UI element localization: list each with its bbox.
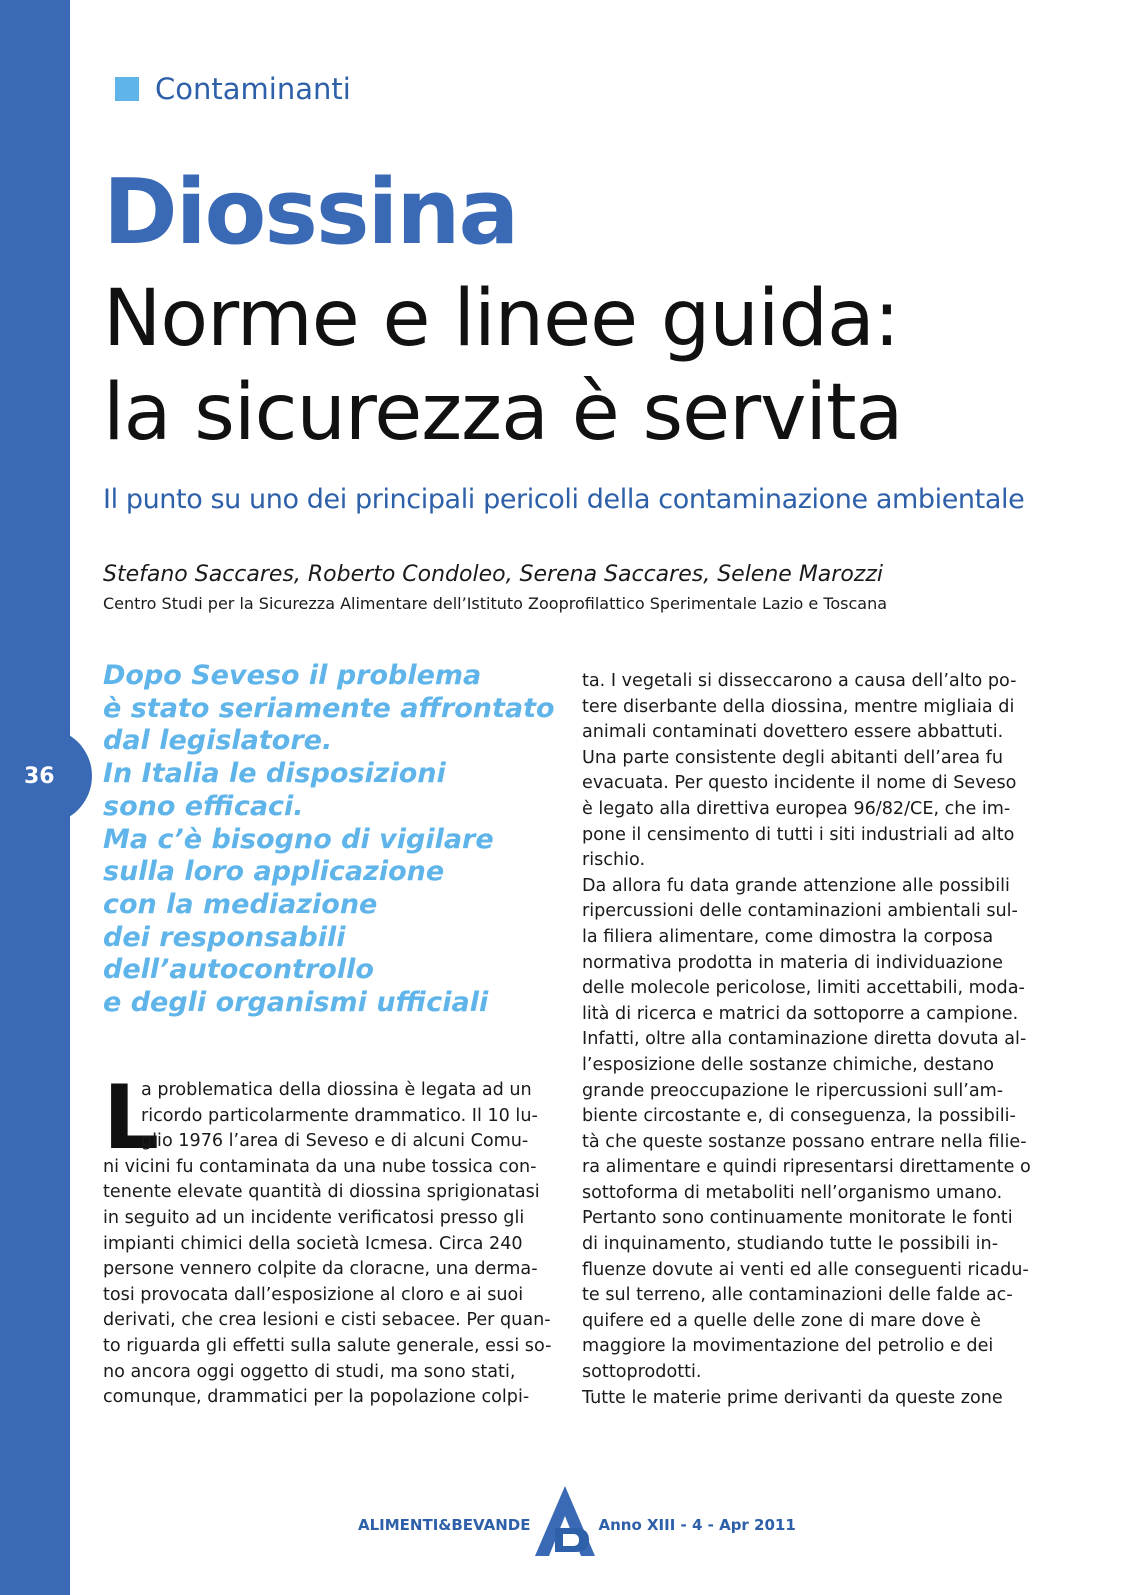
ab-logo-icon [535, 1486, 595, 1556]
body-text-line: grande preoccupazione le ripercussioni sull’am- [582, 1080, 1004, 1101]
pull-quote-line: sulla loro applicazione [103, 856, 445, 888]
body-text-line: rischio. [582, 850, 646, 871]
body-text-line: tosi provocata dall’esposizione al cloro e ai suoi [103, 1284, 524, 1305]
body-text-line: delle molecole pericolose, limiti accettabili, moda- [582, 978, 1025, 999]
section-square-icon [115, 77, 139, 101]
body-text-line: l’esposizione delle sostanze chimiche, destano [582, 1054, 995, 1075]
body-text-line: Pertanto sono continuamente monitorate le fonti [582, 1208, 1013, 1229]
body-text-line: te sul terreno, alle contaminazioni delle falde ac- [582, 1285, 1013, 1306]
subtitle-line: Norme e linee guida: [103, 274, 900, 364]
page-number: 36 [24, 763, 55, 789]
pull-quote-line: dell’autocontrollo [103, 954, 374, 986]
section-tag [115, 72, 351, 106]
body-text-line: a problematica della diossina è legata ad un [141, 1080, 532, 1100]
body-text-line: sottoprodotti. [582, 1362, 702, 1383]
body-text-line: persone vennero colpite da cloracne, una derma- [103, 1259, 538, 1280]
page-number-badge [0, 728, 92, 824]
pull-quote-line: dal legislatore. [103, 725, 333, 757]
pull-quote-line: e degli organismi ufficiali [103, 987, 489, 1019]
body-text-line: Una parte consistente degli abitanti dell’area fu [582, 747, 1004, 768]
article-title: Diossina [103, 160, 518, 265]
body-text-line: sottoforma di metaboliti nell’organismo umano. [582, 1182, 1003, 1203]
body-text-line: tà che queste sostanze possano entrare nella filie- [582, 1131, 1027, 1152]
article-subtitle [103, 272, 1103, 460]
footer-magazine: ALIMENTI&BEVANDE [358, 1516, 531, 1534]
pull-quote-line: è stato seriamente affrontato [103, 692, 555, 724]
authors: Stefano Saccares, Roberto Condoleo, Serena Saccares, Selene Marozzi [103, 562, 883, 587]
body-text-line: comunque, drammatici per la popolazione colpi- [103, 1387, 530, 1408]
body-text-line: ripercussioni delle contaminazioni ambientali sul- [582, 901, 1018, 922]
body-text-line: to riguarda gli effetti sulla salute generale, essi so- [103, 1335, 552, 1356]
body-text-line: di inquinamento, studiando tutte le possibili in- [582, 1234, 999, 1255]
body-text-line: animali contaminati dovettero essere abbattuti. [582, 722, 1004, 743]
section-label: Contaminanti [155, 72, 351, 106]
body-text-line: la filiera alimentare, come dimostra la corposa [582, 926, 994, 947]
body-text-line: no ancora oggi oggetto di studi, ma sono stati, [103, 1361, 516, 1382]
drop-cap: L [103, 1066, 160, 1169]
pull-quote [103, 660, 563, 1020]
body-text-line: glio 1976 l’area di Seveso e di alcuni Comu- [141, 1131, 529, 1152]
body-text-line: impianti chimici della società Icmesa. Circa 240 [103, 1233, 523, 1254]
body-text-line: ni vicini fu contaminata da una nube tossica con- [103, 1156, 537, 1177]
body-text-line: è legato alla direttiva europea 96/82/CE, che im- [582, 798, 1011, 819]
footer-issue: Anno XIII - 4 - Apr 2011 [598, 1516, 796, 1534]
body-text-line: evacuata. Per questo incidente il nome di Seveso [582, 773, 1017, 794]
article-kicker: Il punto su uno dei principali pericoli della contaminazione ambientale [103, 484, 1025, 515]
footer [358, 1486, 796, 1556]
body-text-line: lità di ricerca e matrici da sottoporre a campione. [582, 1003, 1019, 1024]
body-text-line: ta. I vegetali si disseccarono a causa dell’alto po- [582, 671, 1017, 691]
body-text-line: Infatti, oltre alla contaminazione diretta dovuta al- [582, 1029, 1027, 1050]
body-text-line: tenente elevate quantità di diossina sprigionatasi [103, 1182, 540, 1203]
body-text-line: Tutte le materie prime derivanti da queste zone [582, 1387, 1003, 1408]
affiliation: Centro Studi per la Sicurezza Alimentare dell’Istituto Zooprofilattico Sperimentale Lazio e Toscana [103, 594, 888, 613]
pull-quote-line: Ma c’è bisogno di vigilare [103, 823, 494, 855]
pull-quote-line: Dopo Seveso il problema [103, 660, 482, 691]
body-text-line: pone il censimento di tutti i siti industriali ad alto [582, 824, 1015, 845]
body-column-left [103, 1066, 552, 1411]
body-column-right [582, 669, 1031, 1411]
body-text-line: normativa prodotta in materia di individuazione [582, 952, 1003, 973]
body-text-line: derivati, che crea lesioni e cisti sebacee. Per quan- [103, 1310, 551, 1331]
pull-quote-line: In Italia le disposizioni [103, 758, 446, 790]
pull-quote-line: sono efficaci. [103, 790, 304, 822]
body-text-line: tere diserbante della diossina, mentre migliaia di [582, 696, 1015, 717]
body-text-line: ricordo particolarmente drammatico. Il 10 lu- [141, 1105, 538, 1126]
subtitle-line: la sicurezza è servita [103, 368, 903, 458]
body-text-line: Da allora fu data grande attenzione alle possibili [582, 875, 1010, 896]
body-text-line: maggiore la movimentazione del petrolio e dei [582, 1336, 994, 1357]
pull-quote-line: dei responsabili [103, 921, 346, 953]
body-text-line: quifere ed a quelle delle zone di mare dove è [582, 1310, 981, 1331]
pull-quote-line: con la mediazione [103, 888, 378, 920]
body-text-line: biente circostante e, di conseguenza, la possibili- [582, 1106, 1016, 1127]
body-text-line: fluenze dovute ai venti ed alle conseguenti ricadu- [582, 1259, 1029, 1280]
body-text-line: ra alimentare e quindi ripresentarsi direttamente o [582, 1157, 1031, 1178]
body-text-line: in seguito ad un incidente verificatosi presso gli [103, 1207, 525, 1228]
